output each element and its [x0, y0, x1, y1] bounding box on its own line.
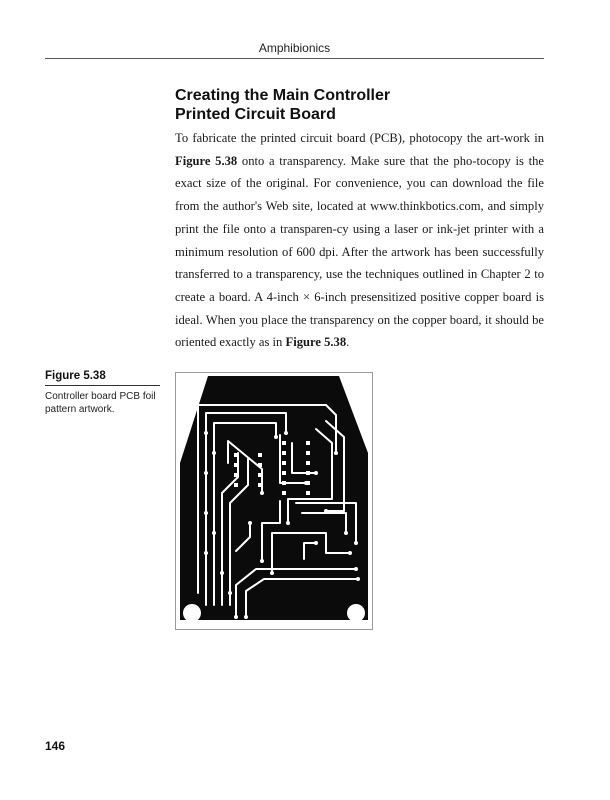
running-header-title: Amphibionics — [258, 41, 331, 55]
body-paragraph — [175, 127, 544, 354]
body-text-part-3: . — [346, 335, 350, 350]
figure-caption: Controller board PCB foil pattern artwork. — [45, 391, 156, 415]
header-rule — [45, 58, 544, 59]
section-title-line-1: Creating the Main Controller — [175, 87, 391, 104]
pcb-artwork-figure — [175, 372, 373, 630]
figure-reference: Figure 5.38 — [175, 153, 238, 168]
section-title-line-2: Printed Circuit Board — [175, 106, 336, 123]
section-title — [175, 86, 535, 124]
body-text-part-1: To fabricate the printed circuit board (PCB), photocopy the art-work in — [175, 131, 544, 145]
pcb-foil-pattern-image — [176, 373, 372, 629]
figure-reference: Figure 5.38 — [285, 335, 347, 350]
figure-label: Figure 5.38 — [45, 370, 106, 382]
page-number: 146 — [45, 739, 66, 753]
figure-label-rule — [45, 385, 160, 386]
body-text-part-2: onto a transparency. Make sure that the pho-tocopy is the exact size of the original. For convenience, you can download the file from the author's Web site, located at www.thinkbotics.com, and simply print the file onto a transparen-cy using a laser or ink-jet printer with a minimum resolution of 600 dpi. After the artwork has been successfully transferred to a transparency, use the techniques outlined in Chapter 2 to create a board. A 4-inch × 6-inch presensitized positive copper board is ideal. When you place the transparency on the copper board, it should be oriented exactly as in — [175, 153, 544, 350]
